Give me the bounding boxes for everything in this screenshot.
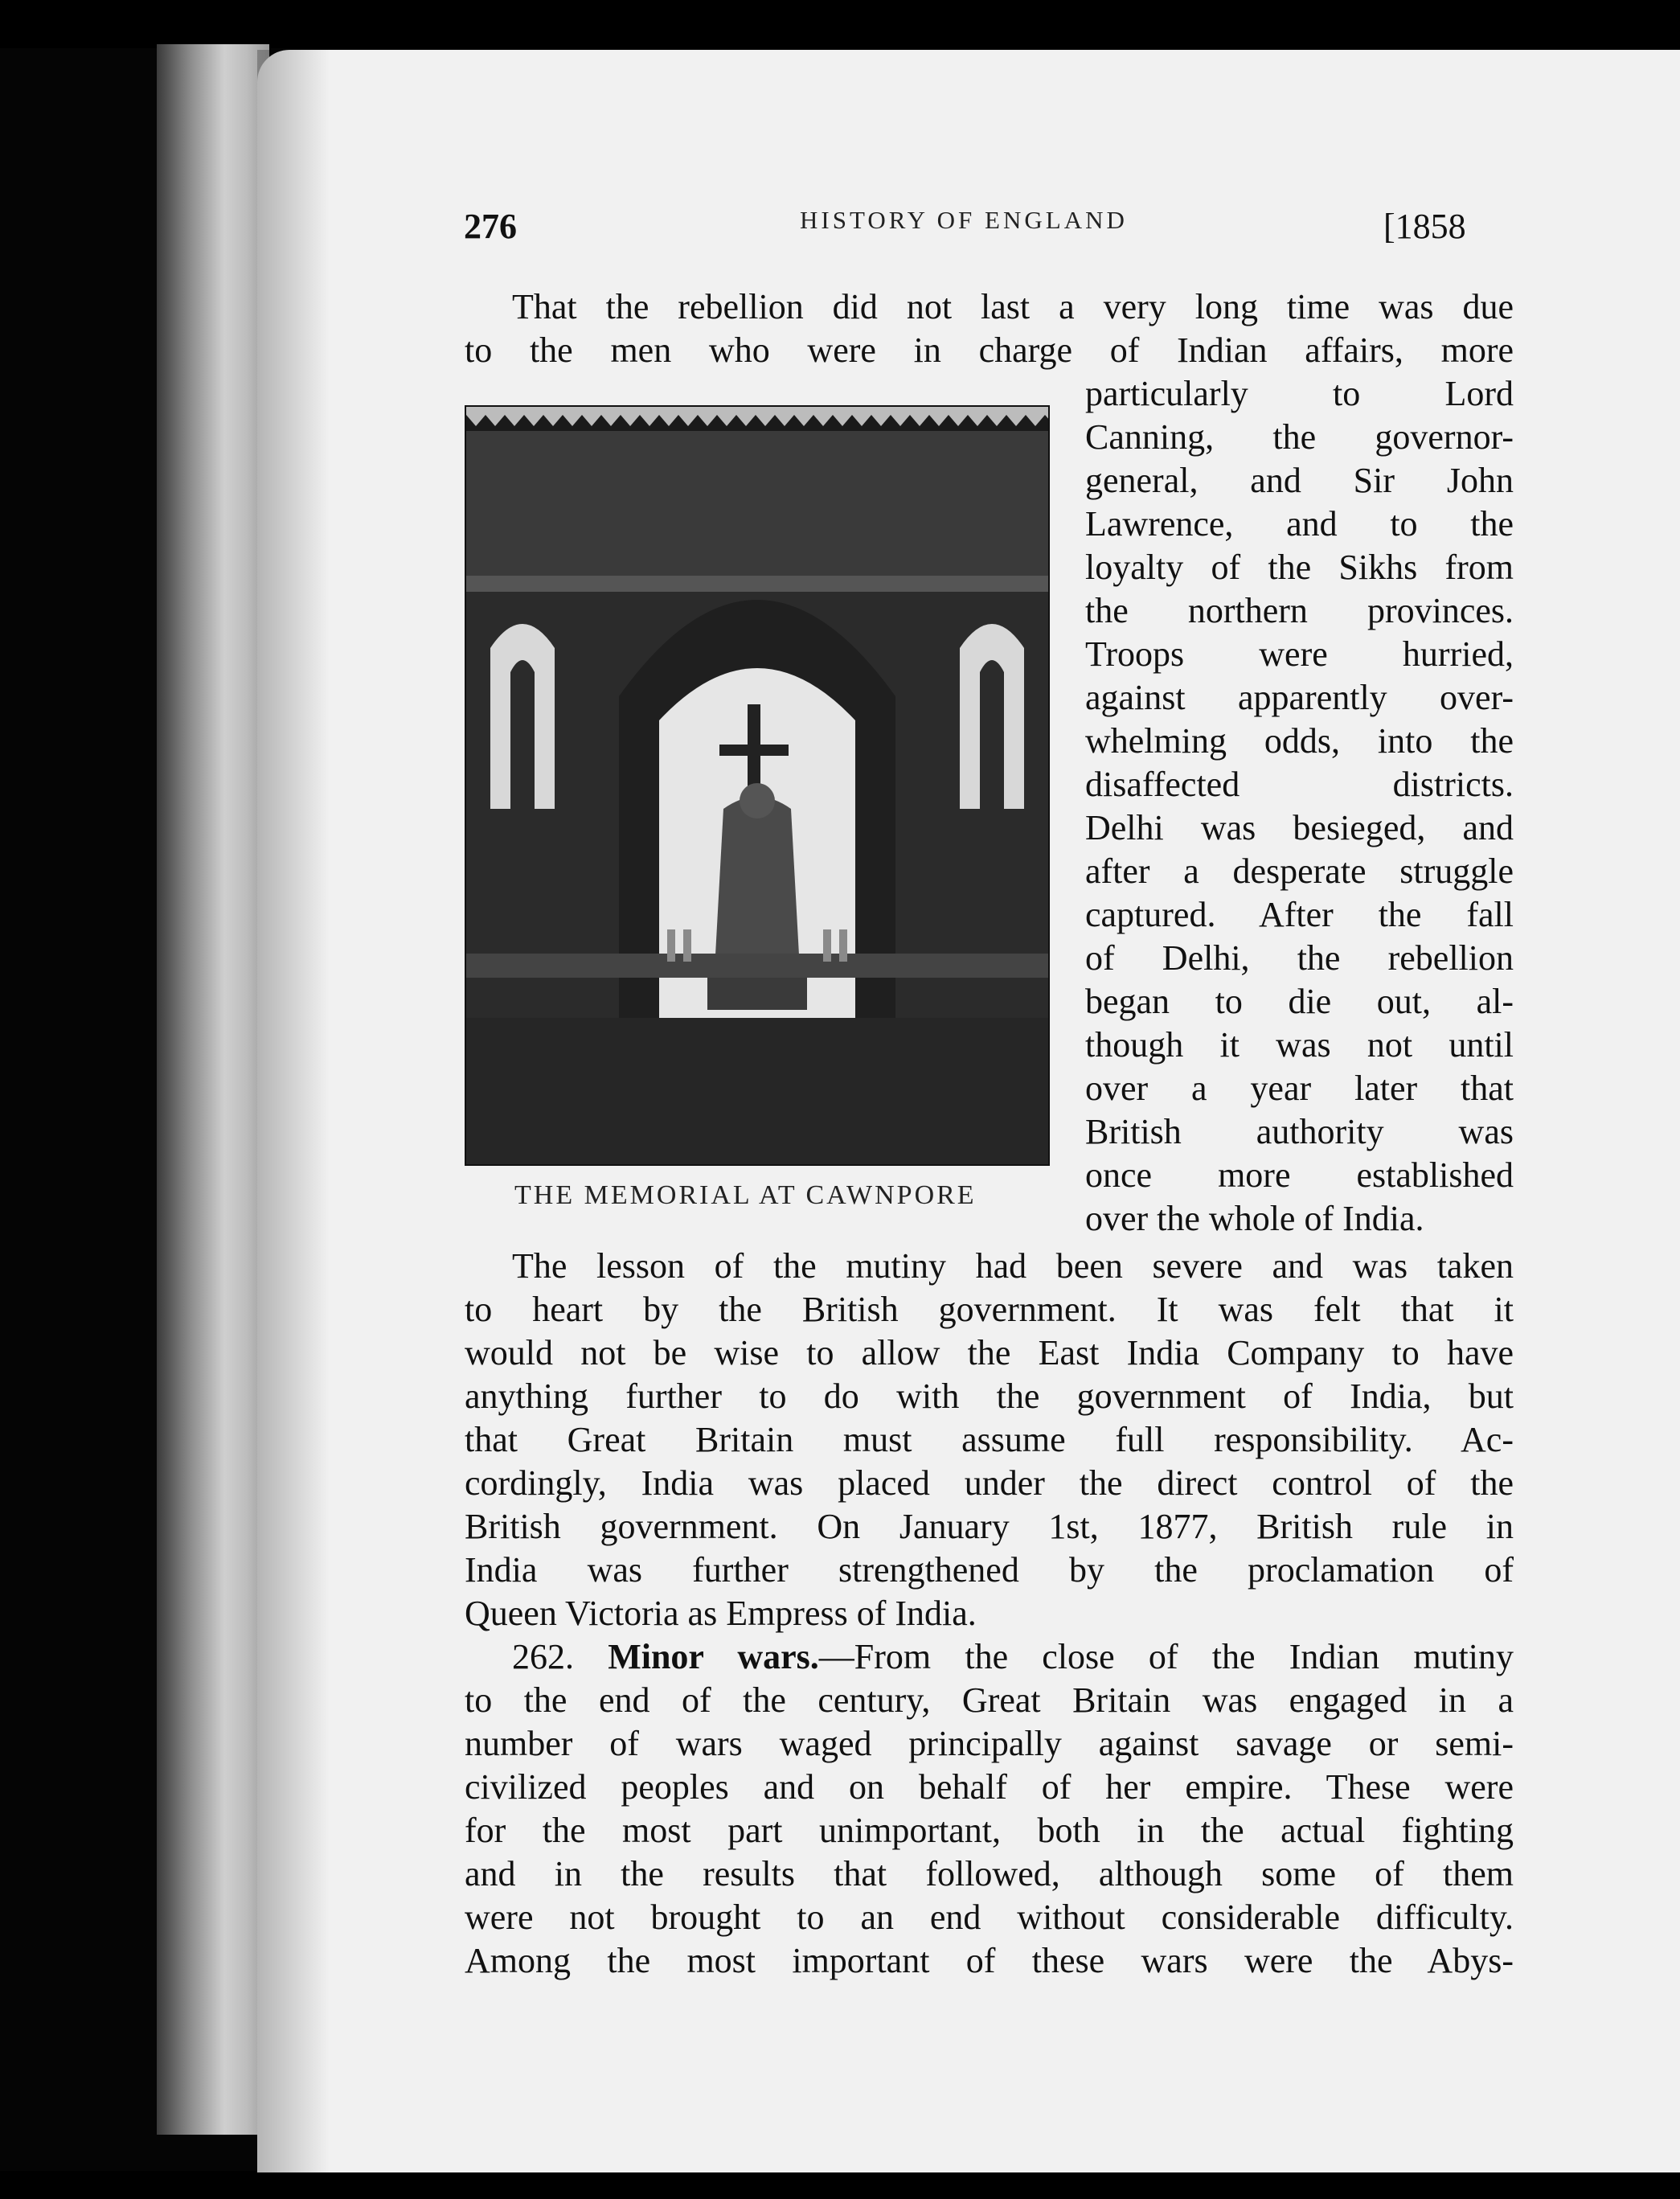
text-line: Delhi was besieged, and bbox=[1085, 808, 1514, 847]
text-line: though it was not until bbox=[1085, 1025, 1514, 1065]
text-line: over the whole of India. bbox=[1085, 1199, 1424, 1238]
text-line: to heart by the British government. It was felt that it bbox=[465, 1290, 1514, 1329]
text-line: began to die out, al- bbox=[1085, 982, 1514, 1021]
text-line: to the men who were in charge of Indian affairs, more bbox=[465, 330, 1514, 370]
text-line: anything further to do with the government of India, but bbox=[465, 1376, 1514, 1416]
page-gutter-shadow bbox=[257, 50, 330, 2172]
text-line: Queen Victoria as Empress of India. bbox=[465, 1594, 977, 1633]
section-heading: Minor wars. bbox=[608, 1637, 819, 1676]
text-line: after a desperate struggle bbox=[1085, 851, 1514, 891]
text-line: number of wars waged principally against savage or semi- bbox=[465, 1724, 1514, 1763]
text-line: particularly to Lord bbox=[1085, 374, 1514, 413]
text-line: would not be wise to allow the East India Company to have bbox=[465, 1333, 1514, 1372]
text-line: loyalty of the Sikhs from bbox=[1085, 548, 1514, 587]
text-line: to the end of the century, Great Britain was engaged in a bbox=[465, 1680, 1514, 1720]
section-first-line-text: —From the close of the Indian mutiny bbox=[818, 1637, 1514, 1676]
text-line: disaffected districts. bbox=[1085, 765, 1514, 804]
text-line: The lesson of the mutiny had been severe and was taken bbox=[512, 1246, 1514, 1286]
text-line: British government. On January 1st, 1877, British rule in bbox=[465, 1507, 1514, 1546]
text-line: and in the results that followed, although some of them bbox=[465, 1854, 1514, 1893]
text-line: Troops were hurried, bbox=[1085, 634, 1514, 674]
text-line: civilized peoples and on behalf of her empire. These were bbox=[465, 1767, 1514, 1807]
text-line: the northern provinces. bbox=[1085, 591, 1514, 630]
book-page-edges bbox=[157, 44, 269, 2135]
text-line: cordingly, India was placed under the direct control of the bbox=[465, 1463, 1514, 1503]
text-line: whelming odds, into the bbox=[1085, 721, 1514, 761]
running-title: HISTORY OF ENGLAND bbox=[800, 206, 1128, 234]
text-line: over a year later that bbox=[1085, 1069, 1514, 1108]
text-line: That the rebellion did not last a very long time was due bbox=[512, 287, 1514, 326]
text-line: general, and Sir John bbox=[1085, 461, 1514, 500]
text-line: for the most part unimportant, both in the actual fighting bbox=[465, 1811, 1514, 1850]
text-line: Among the most important of these wars were the Abys- bbox=[465, 1941, 1514, 1980]
section-number: 262. bbox=[512, 1637, 574, 1676]
text-line: were not brought to an end without considerable difficulty. bbox=[465, 1897, 1514, 1937]
section-first-line bbox=[512, 1635, 1514, 1680]
text-line: British authority was bbox=[1085, 1112, 1514, 1151]
text-line: captured. After the fall bbox=[1085, 895, 1514, 934]
memorial-illustration-icon bbox=[466, 407, 1048, 1164]
text-line: India was further strengthened by the proclamation of bbox=[465, 1550, 1514, 1590]
page-number: 276 bbox=[464, 207, 517, 246]
text-line: Lawrence, and to the bbox=[1085, 504, 1514, 544]
running-year: [1858 bbox=[1383, 207, 1466, 246]
text-line: against apparently over- bbox=[1085, 678, 1514, 717]
text-line: once more established bbox=[1085, 1155, 1514, 1195]
text-line: that Great Britain must assume full responsibility. Ac- bbox=[465, 1420, 1514, 1459]
figure-caption: THE MEMORIAL AT CAWNPORE bbox=[514, 1180, 977, 1210]
text-line: of Delhi, the rebellion bbox=[1085, 938, 1514, 978]
text-line: Canning, the governor- bbox=[1085, 417, 1514, 457]
memorial-photograph bbox=[465, 405, 1050, 1166]
